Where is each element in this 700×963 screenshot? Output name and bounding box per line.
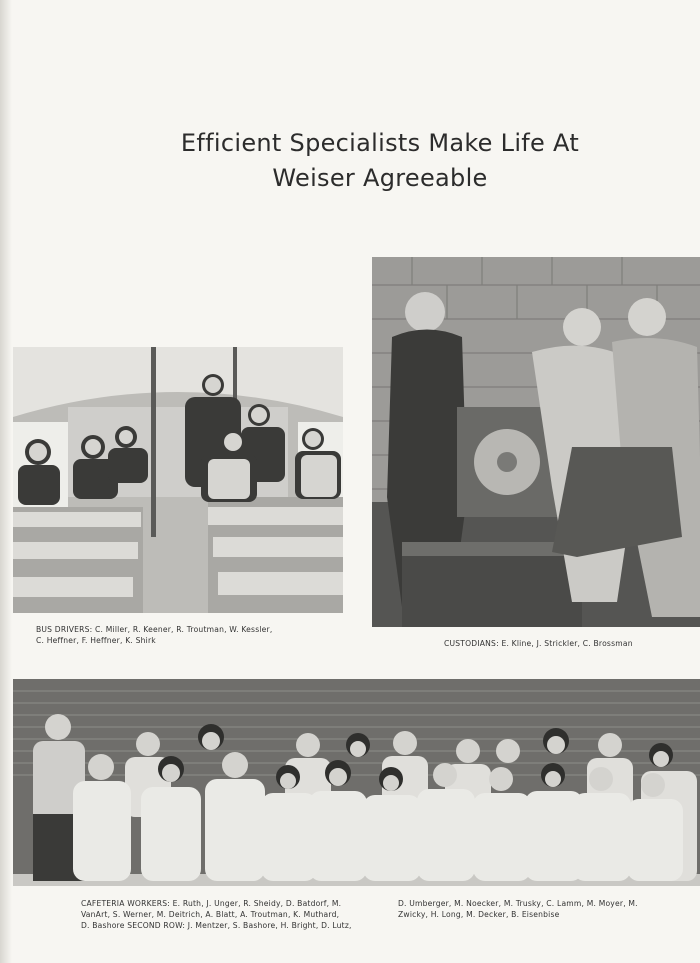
- custodians-caption: [444, 638, 633, 649]
- cafeteria-caption-right-line-1: D. Umberger, M. Noecker, M. Trusky, C. Lamm, M. Moyer, M.: [398, 899, 638, 908]
- bus-drivers-photo: [13, 347, 343, 613]
- page-binding-shadow: [0, 0, 12, 963]
- custodians-caption-text: CUSTODIANS: E. Kline, J. Strickler, C. Brossman: [444, 639, 633, 648]
- cafeteria-caption-left-line-1: CAFETERIA WORKERS: E. Ruth, J. Unger, R. Sheidy, D. Batdorf, M.: [81, 899, 342, 908]
- page-title-line-2: Weiser Agreeable: [272, 164, 488, 192]
- bus-drivers-caption: [36, 624, 272, 646]
- custodians-photo: [372, 257, 700, 627]
- cafeteria-caption-right: [398, 898, 694, 920]
- custodians-photo-image: [372, 257, 700, 627]
- page-title-line-1: Efficient Specialists Make Life At: [180, 129, 580, 157]
- cafeteria-caption-left: [81, 898, 381, 931]
- bus-drivers-photo-image: [13, 347, 343, 613]
- page-title: [100, 126, 660, 196]
- bus-drivers-caption-line-2: C. Heffner, F. Heffner, K. Shirk: [36, 636, 156, 645]
- cafeteria-caption-left-line-3: D. Bashore SECOND ROW: J. Mentzer, S. Bashore, H. Bright, D. Lutz,: [81, 921, 352, 930]
- cafeteria-caption-right-line-2: Zwicky, H. Long, M. Decker, B. Eisenbise: [398, 910, 560, 919]
- bus-drivers-caption-line-1: BUS DRIVERS: C. Miller, R. Keener, R. Troutman, W. Kessler,: [36, 625, 273, 634]
- cafeteria-caption-left-line-2: VanArt, S. Werner, M. Deitrich, A. Blatt, A. Troutman, K. Muthard,: [81, 910, 340, 919]
- cafeteria-workers-photo-image: [13, 679, 700, 886]
- cafeteria-workers-photo: [13, 679, 700, 886]
